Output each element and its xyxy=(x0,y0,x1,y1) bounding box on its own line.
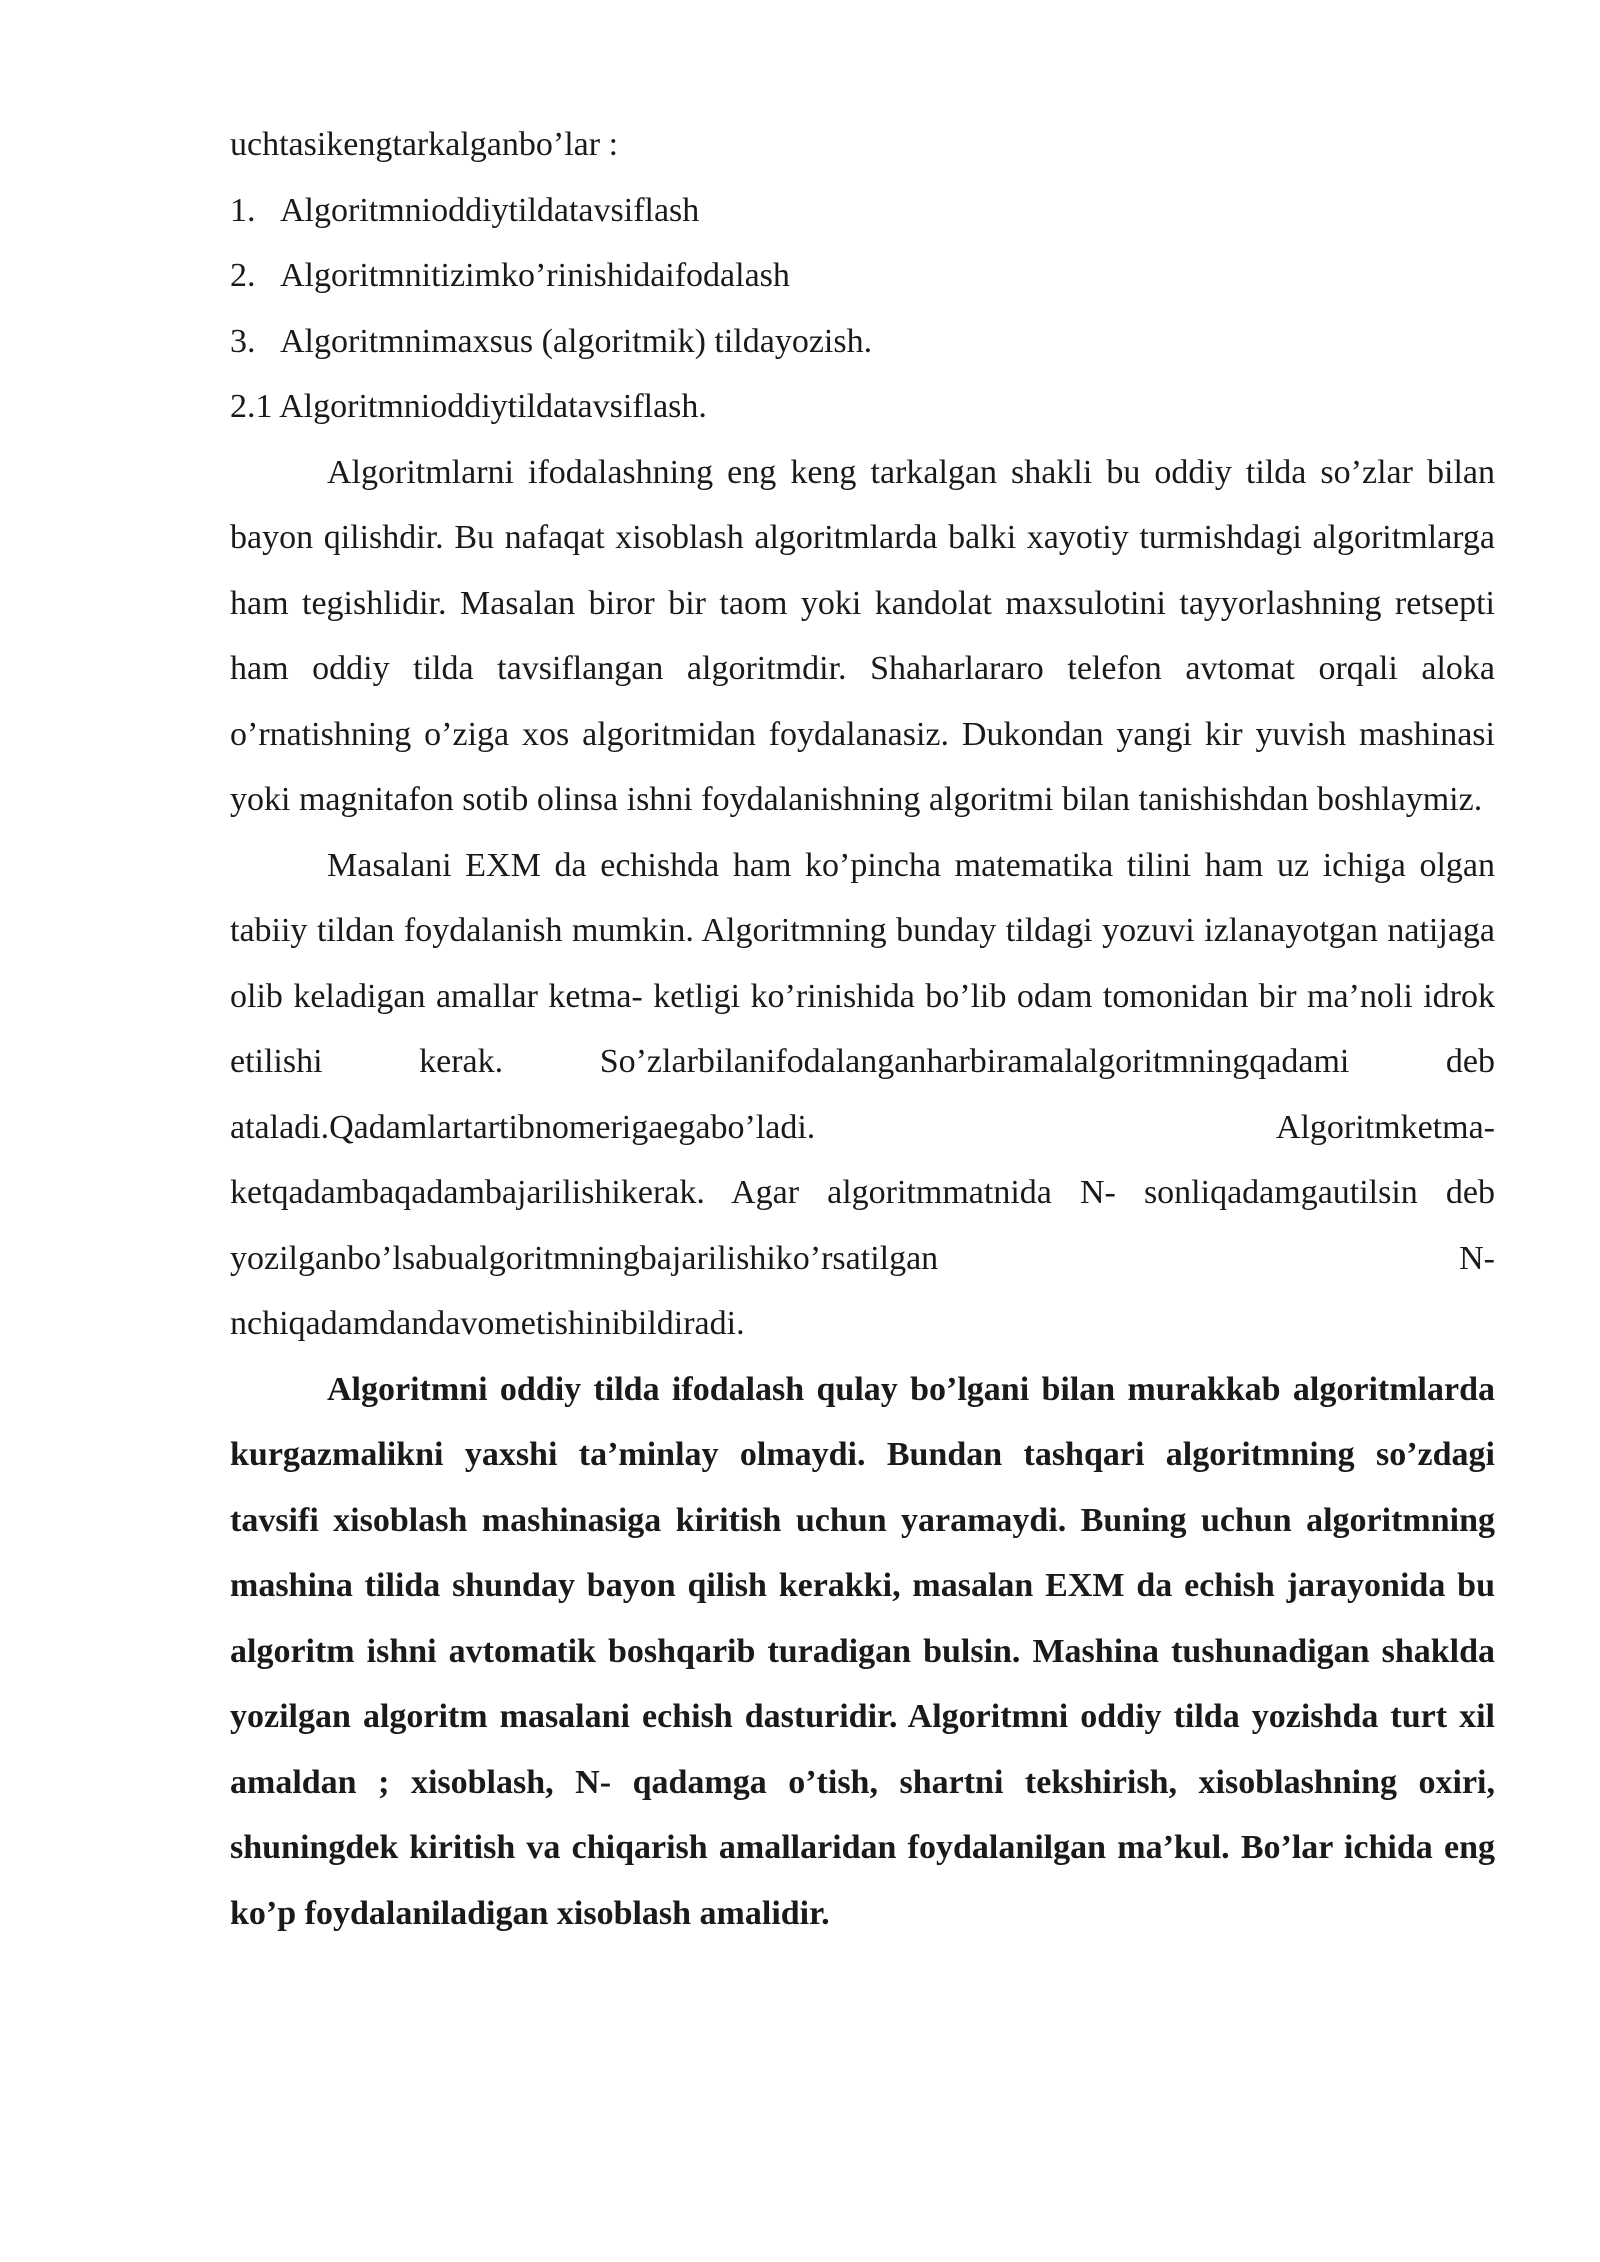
document-page xyxy=(230,112,1495,1946)
paragraph-2: Masalani EXM da echishda ham ko’pincha matematika tilini ham uz ichiga olgan tabiiy tildan foydalanish mumkin. Algoritmning bunday tildagi yozuvi izlanayotgan natijaga olib keladigan amallar ketma- ketligi ko’rinishida bo’lib odam tomonidan bir ma’noli idrok etilishi kerak. So’zlarbilanifodalanganharbiramalalgoritmningqadami deb ataladi.Qadamlartartibnomerigaegabo’ladi. Algoritmketma-ketqadambaqadambajarilishikerak. Agar algoritmmatnida N- sonliqadamgautilsin deb yozilganbo’lsabualgoritmningbajarilishiko’rsatilgan N-nchiqadamdandavometishinibildiradi. xyxy=(230,846,1495,1342)
list-number: 3. xyxy=(230,322,256,360)
list-item-text: Algoritmnitizimko’rinishidaifodalash xyxy=(280,257,790,294)
paragraph-3-bold: Algoritmni oddiy tilda ifodalash qulay bo’lgani bilan murakkab algoritmlarda kurgazmalikni yaxshi ta’minlay olmaydi. Bundan tashqari algoritmning so’zdagi tavsifi xisoblash mashinasiga kiritish uchun yaramaydi. Buning uchun algoritmning mashina tilida shunday bayon qilish kerakki, masalan EXM da echish jarayonida bu algoritm ishni avtomatik boshqarib turadigan bulsin. Mashina tushunadigan shaklda yozilgan algoritm masalani echish dasturidir. Algoritmni oddiy tilda yozishda turt xil amaldan ; xisoblash, N- qadamga o’tish, shartni tekshirish, xisoblashning oxiri, shuningdek kiritish va chiqarish amallaridan foydalanilgan ma’kul. Bo’lar ichida eng ko’p foydalaniladigan xisoblash amalidir. xyxy=(230,1370,1495,1932)
list-number: 2. xyxy=(230,257,256,294)
list-number: 1. xyxy=(230,191,256,229)
list-item xyxy=(230,309,1495,375)
paragraph-1: Algoritmlarni ifodalashning eng keng tarkalgan shakli bu oddiy tilda so’zlar bilan bayon qilishdir. Bu nafaqat xisoblash algoritmlarda balki xayotiy turmishdagi algoritmlarga ham tegishlidir. Masalan biror bir taom yoki kandolat maxsulotini tayyorlashning retsepti ham oddiy tilda tavsiflangan algoritmdir. Shaharlararo telefon avtomat orqali aloka o’rnatishning o’ziga xos algoritmidan foydalanasiz. Dukondan yangi kir yuvish mashinasi yoki magnitafon sotib olinsa ishni foydalanishning algoritmi bilan tanishishdan boshlaymiz. xyxy=(230,453,1495,818)
list-item-text: Algoritmnimaxsus (algoritmik) tildayozish. xyxy=(280,322,873,360)
list-item xyxy=(230,178,1495,244)
section-heading: 2.1 Algoritmnioddiytildatavsiflash. xyxy=(230,388,707,425)
list-item-text: Algoritmnioddiytildatavsiflash xyxy=(280,191,700,229)
intro-line: uchtasikengtarkalganbo’lar : xyxy=(230,126,619,163)
list-item xyxy=(230,243,1495,309)
